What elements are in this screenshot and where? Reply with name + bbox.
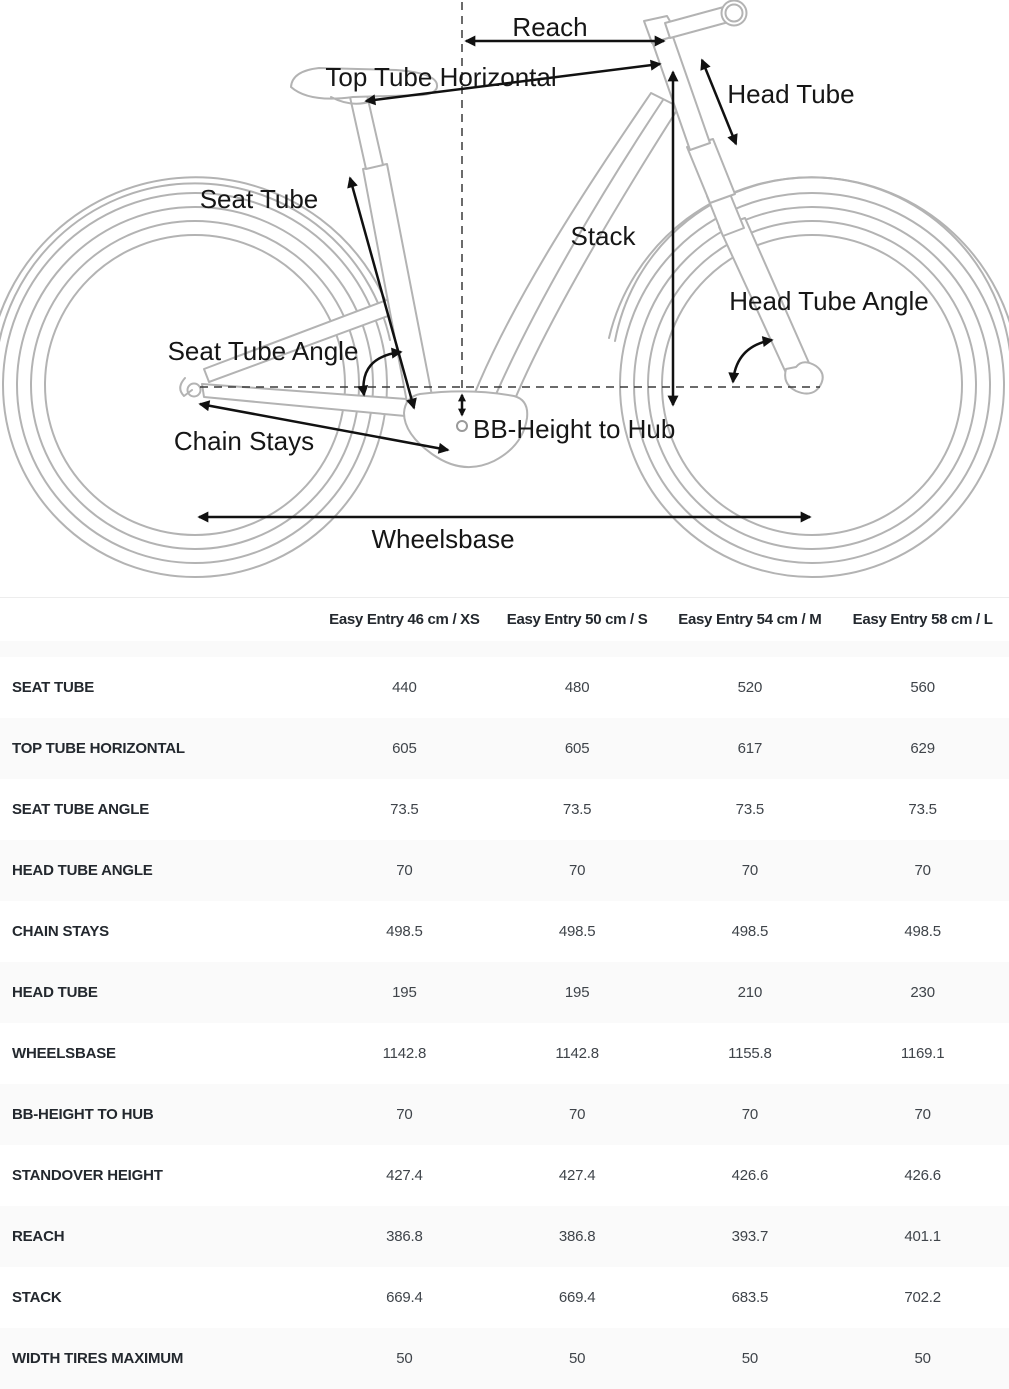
table-row [0, 1084, 1009, 1145]
cell-value: 70 [914, 1106, 931, 1123]
head-tube-angle-label: Head Tube Angle [729, 286, 929, 316]
cell-value: 70 [741, 1106, 759, 1123]
row-label: SEAT TUBE [12, 679, 95, 696]
front-fender [609, 177, 1009, 360]
chain-stays-label: Chain Stays [173, 426, 315, 456]
row-label: HEAD TUBE [12, 984, 98, 1001]
cell-value: 702.2 [904, 1289, 941, 1306]
table-row [0, 1267, 1009, 1328]
cell-value: 560 [910, 679, 935, 696]
bb-marker [457, 421, 467, 431]
seat-tube-angle-label: Seat Tube Angle [167, 336, 359, 366]
cell-value: 386.8 [558, 1228, 596, 1245]
column-header-xs: Easy Entry 46 cm / XS [329, 611, 480, 628]
cell-value: 498.5 [386, 923, 423, 940]
row-label: HEAD TUBE ANGLE [12, 862, 153, 879]
row-label: TOP TUBE HORIZONTAL [12, 740, 185, 757]
seat-tube-label: Seat Tube [199, 184, 319, 214]
table-row [0, 1145, 1009, 1206]
table-row [0, 901, 1009, 962]
cell-value: 440 [392, 679, 417, 696]
cell-value: 70 [568, 862, 586, 879]
seatpost [350, 95, 383, 169]
cell-value: 629 [910, 740, 935, 757]
cell-value: 426.6 [904, 1167, 941, 1184]
cell-value: 498.5 [558, 923, 596, 940]
cell-value: 70 [396, 862, 413, 879]
cell-value: 520 [737, 679, 763, 696]
bb-height-to-hub-label: BB-Height to Hub [473, 414, 676, 444]
cell-value: 70 [741, 862, 759, 879]
column-header-l: Easy Entry 58 cm / L [852, 611, 993, 628]
cell-value: 427.4 [386, 1167, 423, 1184]
cell-value: 50 [396, 1350, 413, 1367]
head-tube-angle-arc [733, 340, 772, 382]
cell-value: 1142.8 [382, 1045, 427, 1062]
cell-value: 1169.1 [900, 1045, 945, 1062]
table-row [0, 1206, 1009, 1267]
cell-value: 70 [914, 862, 931, 879]
cell-value: 70 [396, 1106, 413, 1123]
row-label: WIDTH TIRES MAXIMUM [12, 1350, 184, 1367]
cell-value: 683.5 [731, 1289, 769, 1306]
column-header-s: Easy Entry 50 cm / S [506, 611, 648, 628]
cell-value: 669.4 [558, 1289, 596, 1306]
cell-value: 70 [568, 1106, 586, 1123]
table-row [0, 718, 1009, 779]
header-divider [0, 641, 1009, 657]
table-row [0, 1328, 1009, 1389]
cell-value: 498.5 [731, 923, 769, 940]
wheelsbase-label: Wheelsbase [371, 524, 515, 554]
cell-value: 498.5 [904, 923, 941, 940]
cell-value: 480 [564, 679, 590, 696]
table-row [0, 657, 1009, 718]
bike-diagram-svg [0, 0, 1009, 597]
cell-value: 73.5 [390, 801, 419, 818]
cell-value: 230 [910, 984, 935, 1001]
cell-value: 210 [737, 984, 763, 1001]
cell-value: 195 [564, 984, 590, 1001]
table-row [0, 962, 1009, 1023]
cell-value: 73.5 [562, 801, 592, 818]
geometry-table [0, 597, 1009, 1389]
reach-label: Reach [512, 12, 588, 42]
column-header-m: Easy Entry 54 cm / M [678, 611, 822, 628]
cell-value: 1142.8 [555, 1045, 599, 1062]
table-row [0, 779, 1009, 840]
cell-value: 1155.8 [728, 1045, 772, 1062]
row-label: STANDOVER HEIGHT [12, 1167, 163, 1184]
grip-inner [726, 5, 743, 22]
table-header-row [0, 598, 1009, 641]
cell-value: 50 [741, 1350, 759, 1367]
cell-value: 195 [392, 984, 417, 1001]
head-tube-label: Head Tube [727, 79, 855, 109]
bike-geometry-diagram [0, 0, 1009, 597]
seat-tube-angle-arc [363, 352, 401, 395]
row-label: WHEELSBASE [12, 1045, 116, 1062]
row-label: STACK [12, 1289, 62, 1306]
cell-value: 617 [737, 740, 763, 757]
table-row [0, 840, 1009, 901]
row-label: CHAIN STAYS [12, 923, 109, 940]
cell-value: 669.4 [386, 1289, 423, 1306]
cell-value: 426.6 [731, 1167, 769, 1184]
cell-value: 386.8 [386, 1228, 423, 1245]
stack-label: Stack [570, 221, 636, 251]
cell-value: 427.4 [558, 1167, 596, 1184]
top-tube-horizontal-label: Top Tube Horizontal [325, 62, 557, 92]
cell-value: 393.7 [731, 1228, 769, 1245]
cell-value: 73.5 [908, 801, 937, 818]
cell-value: 401.1 [904, 1228, 941, 1245]
row-label: BB-HEIGHT TO HUB [12, 1106, 154, 1123]
cell-value: 605 [564, 740, 590, 757]
row-label: REACH [12, 1228, 65, 1245]
rear-axle [188, 384, 201, 397]
cell-value: 50 [568, 1350, 586, 1367]
row-label: SEAT TUBE ANGLE [12, 801, 150, 818]
cell-value: 73.5 [735, 801, 765, 818]
cell-value: 50 [914, 1350, 931, 1367]
cell-value: 605 [392, 740, 417, 757]
table-row [0, 1023, 1009, 1084]
